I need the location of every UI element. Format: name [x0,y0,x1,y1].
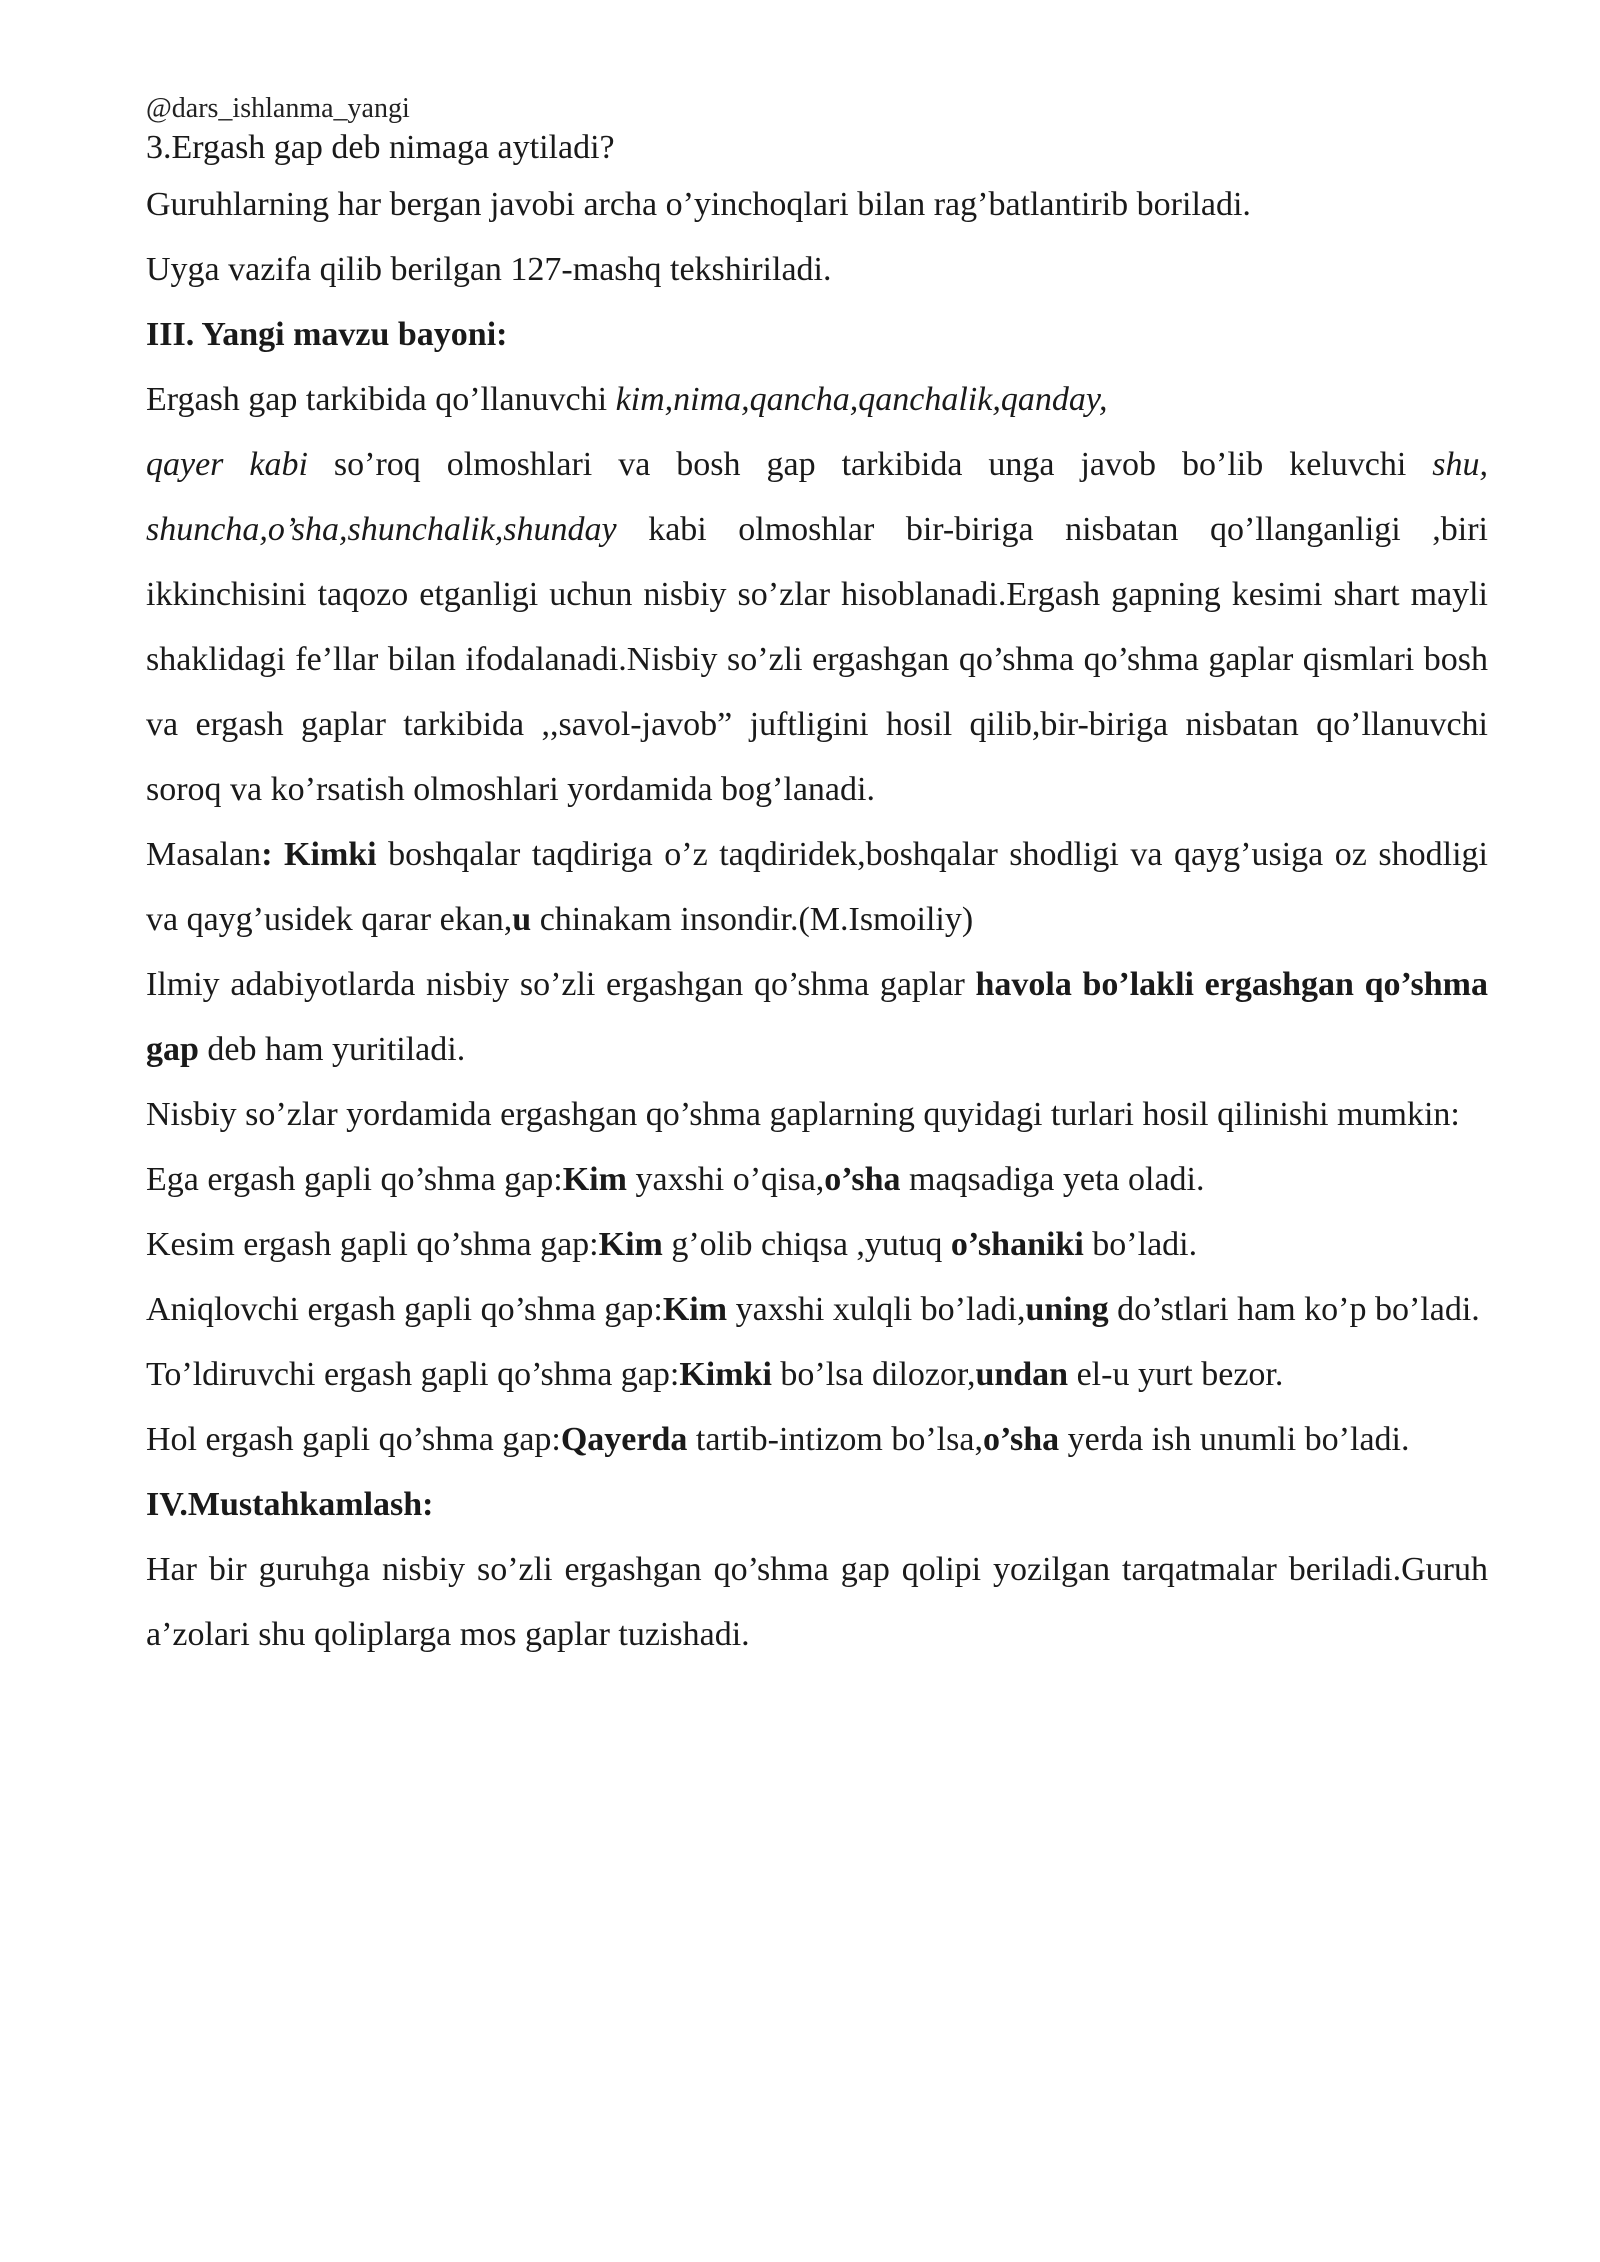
text-run: Ergash gap tarkibida qo’llanuvchi [146,381,616,418]
text-run: yaxshi o’qisa, [626,1161,825,1198]
bold-run: o’sha [824,1161,901,1198]
paragraph-definition [146,367,1488,822]
text-run: el-u yurt bezor. [1068,1356,1284,1393]
text-run: yaxshi xulqli bo’ladi, [727,1291,1026,1328]
text-run: Masalan [146,836,262,873]
text-run: tartib-intizom bo’lsa, [687,1421,983,1458]
bold-run: Kim [598,1226,663,1263]
paragraph-homework: Uyga vazifa qilib berilgan 127-mashq tekshiriladi. [146,251,832,288]
bold-run: : Kimki [261,836,377,873]
question-line: 3.Ergash gap deb nimaga aytiladi? [146,129,615,166]
text-run: yerda ish unumli bo’ladi. [1059,1421,1410,1458]
bold-run: o’shaniki [950,1226,1084,1263]
text-run: To’ldiruvchi ergash gapli qo’shma gap: [146,1356,680,1393]
text-run: so’roq olmoshlari va bosh gap tarkibida unga javob bo’lib keluvchi [307,446,1433,483]
text-run: do’stlari ham ko’p bo’ladi. [1108,1291,1480,1328]
example-kesim [146,1212,1488,1277]
text-run: chinakam insondir.(M.Ismoiliy) [531,901,974,938]
paragraph-types-intro: Nisbiy so’zlar yordamida ergashgan qo’shma gaplarning quyidagi turlari hosil qilinishi mumkin: [146,1096,1460,1133]
watermark: @dars_ishlanma_yangi [146,93,410,124]
example-hol [146,1407,1488,1472]
paragraph-reward: Guruhlarning har bergan javobi archa o’yinchoqlari bilan rag’batlantirib boriladi. [146,186,1251,223]
bold-run: uning [1025,1291,1109,1328]
example-aniqlovchi [146,1277,1488,1342]
text-run: Aniqlovchi ergash gapli qo’shma gap: [146,1291,663,1328]
heading-text: III. Yangi mavzu bayoni: [146,316,508,353]
bold-run: o’sha [982,1421,1060,1458]
bold-run: Kim [662,1291,728,1328]
text-run: kabi olmoshlar bir-biriga nisbatan qo’llanganligi ,biri ikkinchisini taqozo etganligi uchun nisbiy so’zlar hisoblanadi.Ergash gapning kesimi shart mayli shaklidagi fe’llar bilan ifodalanadi.Nisbiy so’zli ergashgan qo’shma qo’shma gaplar qismlari bosh va ergash gaplar tarkibida ,,savol-javob” juftligini hosil qilib,bir-biriga nisbatan qo’llanuvchi soroq va ko’rsatish olmoshlari yordamida bog’lanadi. [146,511,1488,808]
italic-run: kim,nima,qancha,qanchalik,qanday, [615,381,1108,418]
bold-run: undan [975,1356,1069,1393]
text-run: Ega ergash gapli qo’shma gap: [146,1161,563,1198]
section-heading-iv [146,1472,1488,1537]
text-run: Kesim ergash gapli qo’shma gap: [146,1226,599,1263]
example-toldiruvchi [146,1342,1488,1407]
text-run: bo’ladi. [1083,1226,1198,1263]
italic-run: qayer kabi [146,446,308,483]
text-run: Ilmiy adabiyotlarda nisbiy so’zli ergashgan qo’shma gaplar [146,966,976,1003]
bold-run: Kimki [679,1356,772,1393]
text-run: deb ham yuritiladi. [198,1031,466,1068]
text-run: maqsadiga yeta oladi. [900,1161,1205,1198]
paragraph-task: Har bir guruhga nisbiy so’zli ergashgan qo’shma gap qolipi yozilgan tarqatmalar beriladi.Guruh a’zolari shu qoliplarga mos gaplar tuzishadi. [146,1551,1488,1653]
section-heading-iii [146,302,1488,367]
paragraph-example [146,822,1488,952]
heading-text: IV.Mustahkamlash: [146,1486,434,1523]
italic-run: shu, shuncha,o’sha,shunchalik,shunday [146,446,1488,548]
text-run: boshqalar taqdiriga o’z taqdiridek,boshqalar shodligi va qayg’usiga oz shodligi va qayg’usidek qarar ekan, [146,836,1488,938]
bold-run: Qayerda [560,1421,688,1458]
bold-run: u [512,901,532,938]
paragraph-scientific [146,952,1488,1082]
bold-run: havola bo’lakli ergashgan qo’shma gap [146,966,1488,1068]
text-run: g’olib chiqsa ,yutuq [662,1226,951,1263]
text-run: bo’lsa dilozor, [771,1356,976,1393]
text-run: Hol ergash gapli qo’shma gap: [146,1421,561,1458]
bold-run: Kim [562,1161,627,1198]
document-page [146,92,1488,1667]
example-ega [146,1147,1488,1212]
